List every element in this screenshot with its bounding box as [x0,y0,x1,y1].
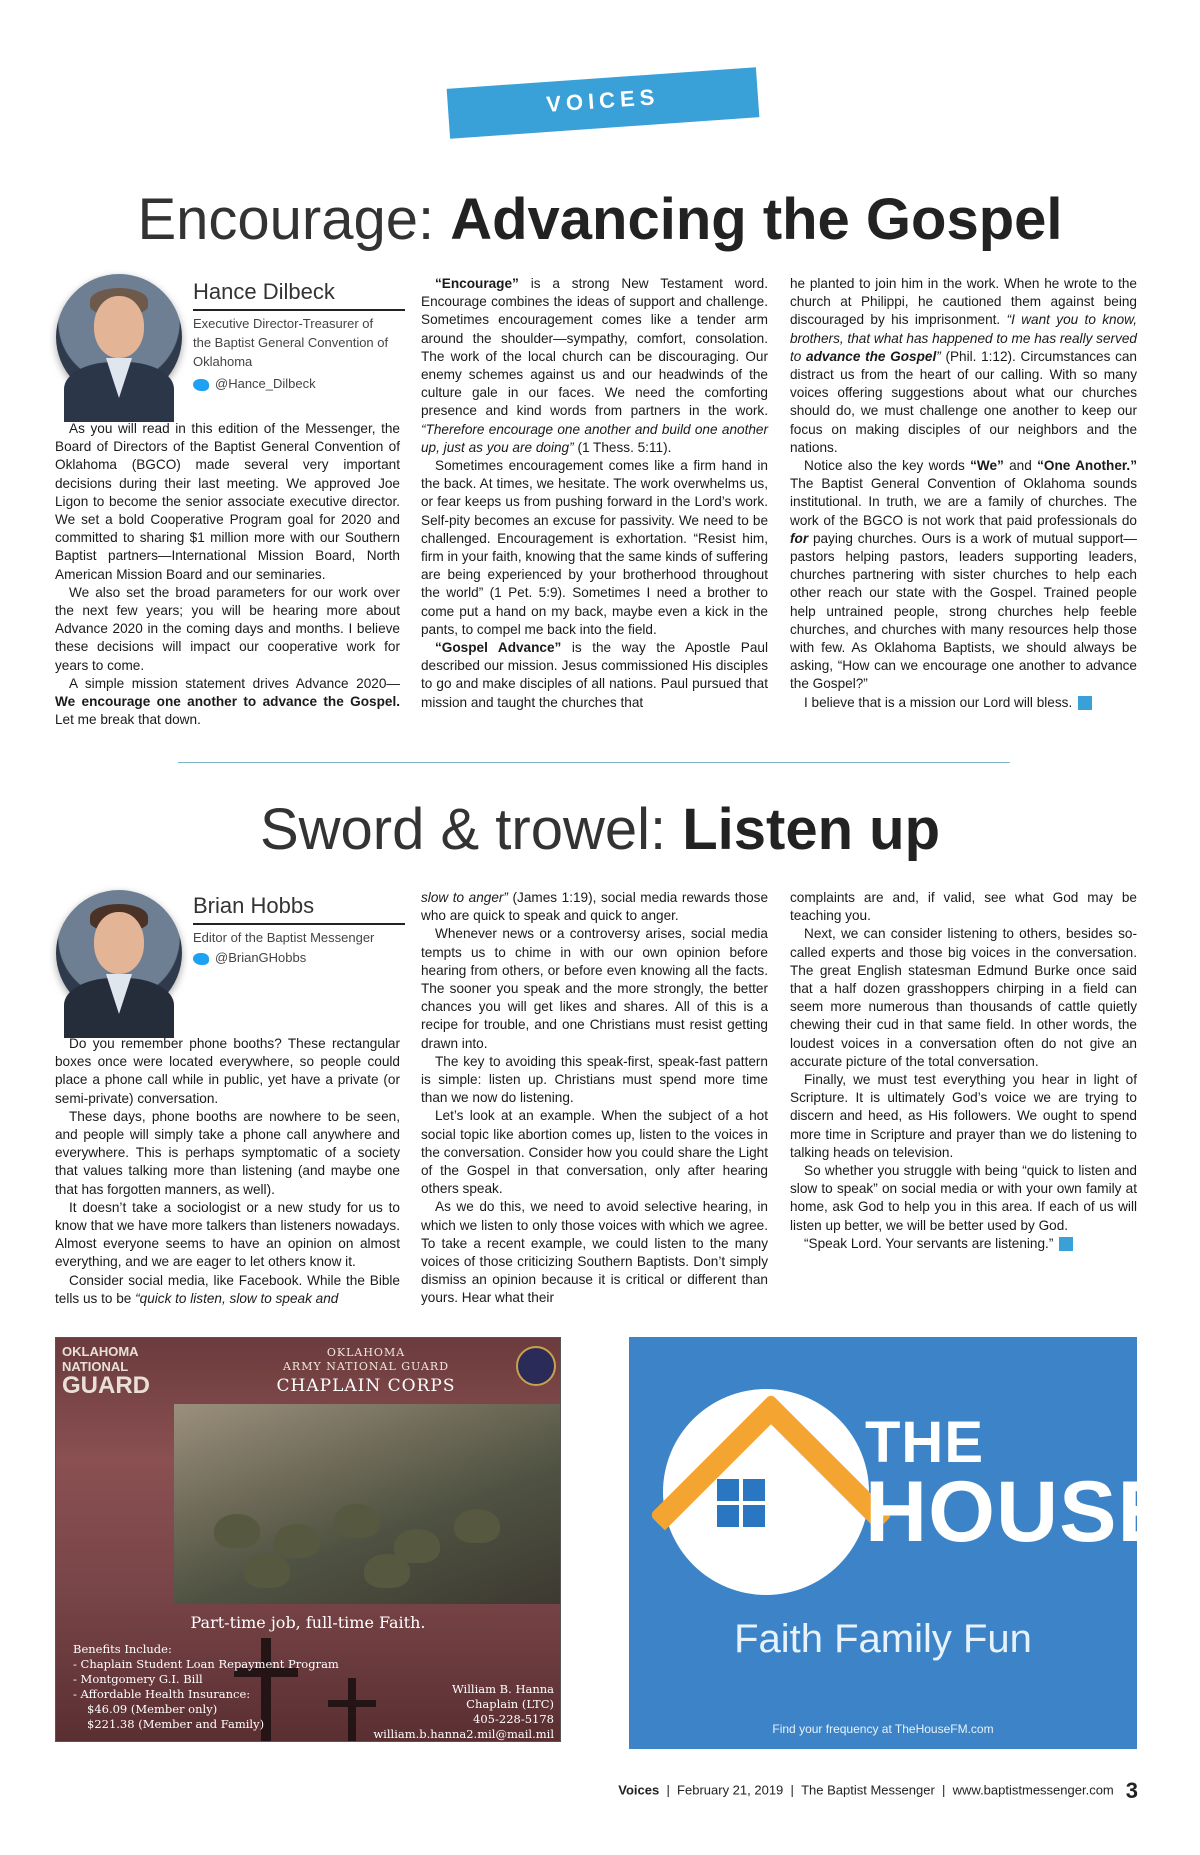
author-twitter[interactable]: @BrianGHobbs [193,950,306,965]
end-of-article-icon: m [1078,696,1092,710]
author-photo-hance [56,274,182,400]
end-of-article-icon: m [1059,1237,1073,1251]
ad-subtitle: OKLAHOMA ARMY NATIONAL GUARD [282,1346,450,1373]
section-banner-label: VOICES [545,84,661,117]
house-brand-house: HOUSE [865,1464,1176,1560]
twitter-icon [193,953,209,965]
section-banner [447,67,760,139]
house-logo-icon [663,1389,869,1595]
twitter-icon [193,379,209,391]
article2-headline: Sword & trowel: Listen up [259,797,941,862]
article-divider [178,762,1010,763]
chaplain-seal-icon [516,1346,556,1386]
article1-headline: Encourage: Advancing the Gospel [137,187,1063,252]
author-twitter[interactable]: @Hance_Dilbeck [193,376,316,391]
page-number: 3 [1125,1778,1138,1803]
author-role: Executive Director-Treasurer of the Baptist General Convention of Oklahoma [193,316,389,369]
ad-the-house[interactable] [629,1337,1176,1749]
article1-column-3: he planted to join him in the work. When he wrote to the church at Philippi, he cautioned them against being discouraged by his imprisonment. “I want you to know, brothers, that what has happened to me has really served to advance the Gospel” (Phil. 1:12). Circumstances can distract us from the heart of our calling. With so many voices offering suggestions about what our churches should do, we must challenge one another to keep our focus on making disciples of our neighbors and the nations. Notice also the key words “We” and “One Another.” The Baptist General Convention of Oklahoma sounds institutional. In truth, we are a family of churches. The work of the BGCO is not work that paid professionals do for paying churches. Ours is a work of mutual support—pastors helping pastors, leaders supporting leaders, churches partnering with sister churches to help each other reach our state with the Gospel. Trained people help untrained people, strong churches help feeble churches, and churches with many resources help those with few. As Oklahoma Baptists, we should always be asking, “How can we encourage one another to advance the Gospel?” I believe that is a mission our Lord will bless. m [790,276,1138,710]
soldiers-photo [174,1404,560,1604]
author-name: Hance Dilbeck [193,279,405,311]
article2-column-1: Do you remember phone booths? These rectangular boxes once were located everywhere, so people could place a phone call while in public, yet have a private (or semi-private) conversation. These days, phone booths are nowhere to be seen, and people will simply take a phone call anywhere and everywhere. This is perhaps symptomatic of a society that values talking more than listening (and maybe one that has forgotten manners, as well). It doesn’t take a sociologist or a new study for us to know that we have more talkers than listeners nowadays. Almost everyone seems to have an opinion on almost everything, and we are eager to let others know it. Consider social media, like Facebook. While the Bible tells us to be “quick to listen, slow to speak and [55,1036,400,1306]
article2-column-2: slow to anger” (James 1:19), social media rewards those who are quick to speak and quick to anger. Whenever news or a controversy arises, social media tempts us to chime in with our own opinion before hearing from others, or before even knowing all the facts. The sooner you speak and the more strongly, the better chances you will get likes and shares. All of this is a recipe for trouble, and one Christians must resist getting drawn into. The key to avoiding this speak-first, speak-fast pattern is simple: listen up. Christians must spend more time than we now do listening. Let’s look at an example. When the subject of a hot social topic like abortion comes up, listen to the voices in the conversation. Consider how you could share the Light of the Gospel in that conversation, only after hearing others speak. As we do this, we need to avoid selective hearing, in which we listen to only those voices with which we agree. To take a recent example, we could listen to the many voices of those criticizing Southern Baptists. Don’t simply dismiss an opinion because it is critical or different than yours. Hear what their [421,890,769,1306]
ad-benefits: Benefits Include: - Chaplain Student Loan Repayment Program - Montgomery G.I. Bill - Affordable Health Insurance: $46.09 (Member only) $221.38 (Member and Family) [73,1642,339,1731]
article1-column-2: “Encourage” is a strong New Testament word. Encourage combines the ideas of support and challenge. Sometimes encouragement comes like a tender arm around the shoulder—sympathy, comfort, consolation. The work of the local church can be discouraging. Our enemy schemes against us and our headwinds of the culture gale in our faces. We need the comforting presence and kind words from partners in the work. “Therefore encourage one another and build one another up, just as you are doing” (1 Thess. 5:11). Sometimes encouragement comes like a firm hand in the back. At times, we hesitate. The work overwhelms us, or fear keeps us from pushing forward in the Lord’s work. Self-pity becomes an excuse for passivity. We need to be challenged. Encouragement is exhortation. “Resist him, firm in your faith, knowing that the same kinds of suffering are being experienced by your brotherhood throughout the world” (1 Pet. 5:9). Sometimes I need a brother to come put a hand on my back, maybe even a kick in the pants, to compel me back into the field. “Gospel Advance” is the way the Apostle Paul described our mission. Jesus commissioned His disciples to go and make disciples of all nations. Paul pursued that mission and taught the churches that [421,276,768,710]
ad-tagline: Part-time job, full-time Faith. [190,1613,426,1632]
ad-national-guard-chaplain[interactable] [55,1337,561,1742]
ad-title: CHAPLAIN CORPS [276,1376,456,1396]
author-role: Editor of the Baptist Messenger [193,930,375,945]
author-photo-brian [56,890,182,1016]
national-guard-logo: OKLAHOMA NATIONAL GUARD [62,1344,150,1399]
house-slogan: Faith Family Fun [734,1617,1032,1661]
author-name: Brian Hobbs [193,893,405,925]
page-footer: Voices | February 21, 2019 | The Baptist Messenger | www.baptistmessenger.com 3 [618,1778,1138,1803]
house-frequency-link[interactable]: Find your frequency at TheHouseFM.com [772,1722,994,1736]
article2-column-3: complaints are and, if valid, see what God may be teaching you. Next, we can consider listening to others, besides so-called experts and those big voices in the conversation. The great English statesman Edmund Burke once said that a half dozen grasshoppers chirping in a field can seem more numerous than thousands of cattle quietly chewing their cud in that same field. In other words, the loudest voices in a conversation often do not give an accurate picture of the total conversation. Finally, we must test everything you hear in light of Scripture. It is ultimately God’s voice we are trying to discern and heed, as His followers. We ought to spend more time in Scripture and prayer than we do listening to talking heads on television. So whether you struggle with being “quick to listen and slow to speak” on social media or with your own family at home, ask God to help you in this area. If each of us will listen up better, we will be better used by God. “Speak Lord. Your servants are listening.” m [790,890,1137,1251]
article1-column-1: As you will read in this edition of the Messenger, the Board of Directors of the Baptist General Convention of Oklahoma (BGCO) made several very important decisions during their last meeting. We approved Joe Ligon to become the senior associate executive director. We set a bold Cooperative Program goal for 2020 and committed to sharing $1 million more with our Southern Baptist partners—International Mission Board, North American Mission Board and our seminaries. We also set the broad parameters for our work over the next few years; you will be hearing more about Advance 2020 in the coming days and months. I believe these decisions will impact our cooperative work for years to come. A simple mission statement drives Advance 2020— We encourage one another to advance the Gospel. Let me break that down. [55,421,400,728]
ad-contact: William B. Hanna Chaplain (LTC) 405-228-5178 william.b.hanna2.mil@mail.mil [373,1682,554,1741]
house-brand-the: THE [865,1410,984,1475]
